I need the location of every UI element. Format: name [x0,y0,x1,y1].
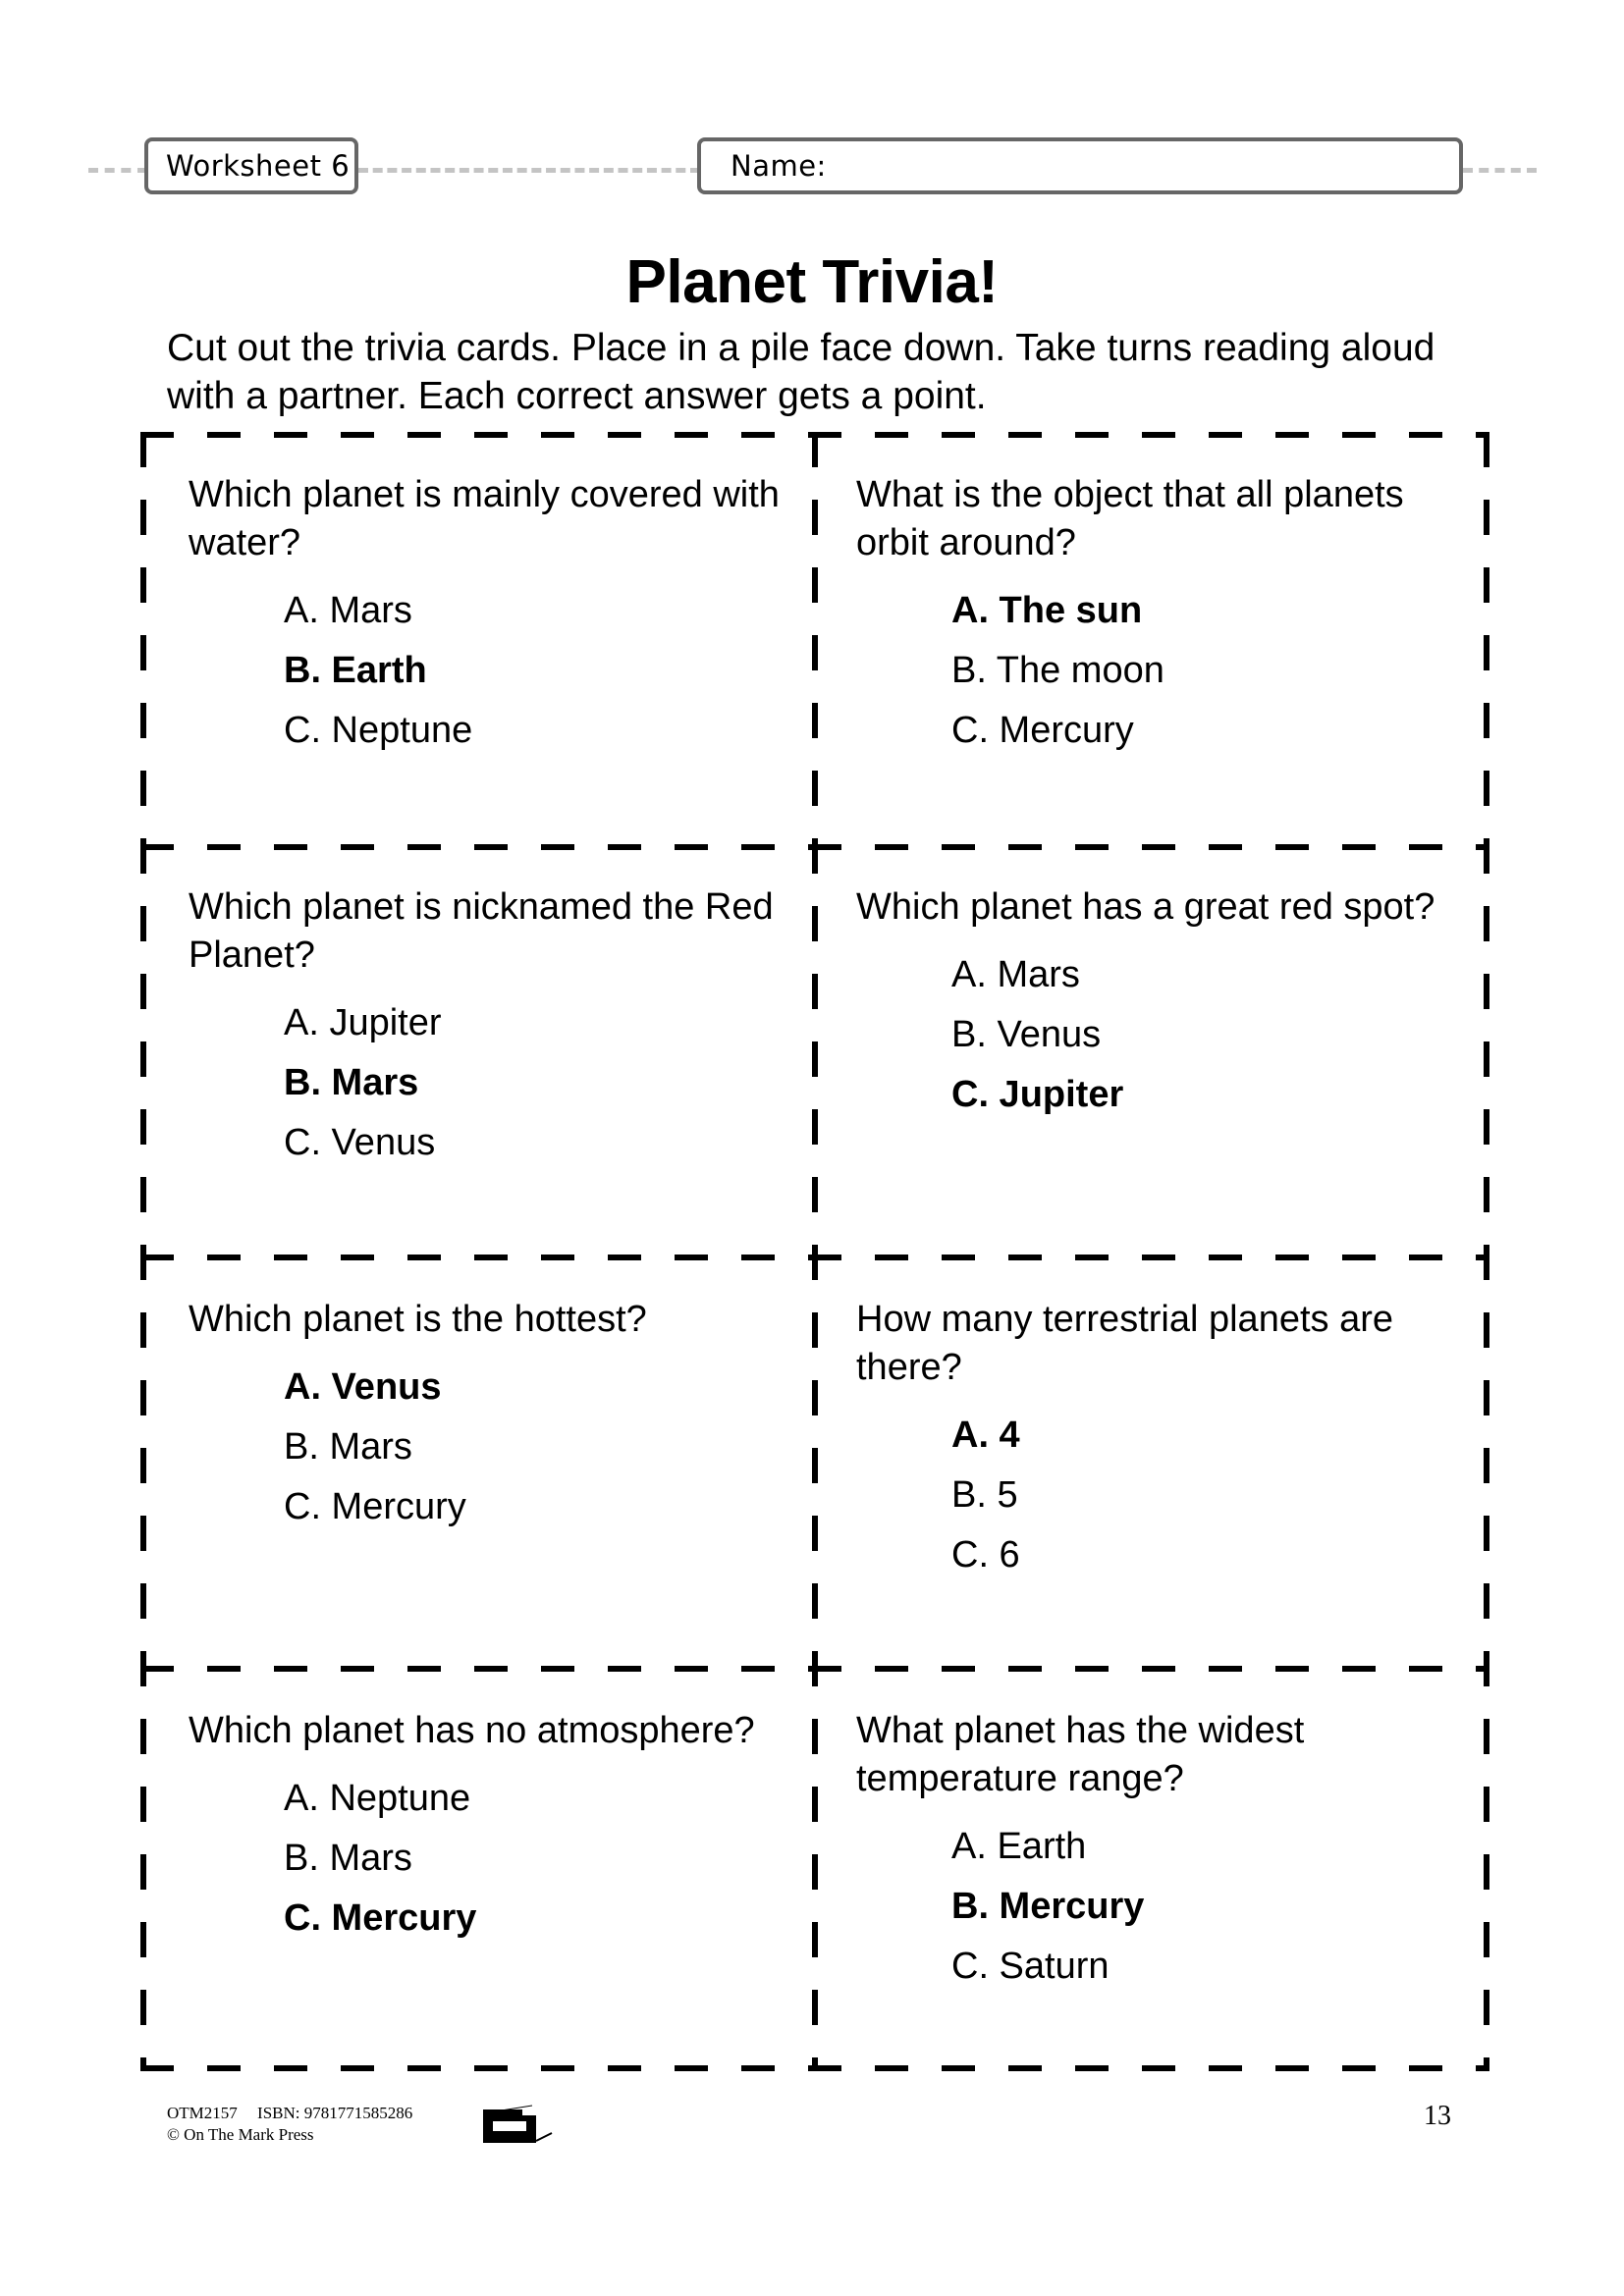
cut-line-middle [812,432,818,2071]
option-a: A. Earth [951,1826,1087,1867]
isbn: ISBN: 9781771585286 [257,2104,413,2122]
option-c-correct: C. Jupiter [951,1074,1124,1115]
option-a-correct: A. Venus [284,1366,442,1408]
card-question: Which planet has a great red spot? [856,886,1435,928]
publisher-logo-icon [481,2104,560,2145]
card-options [951,581,1465,761]
option-c: C. Mercury [284,1486,466,1527]
option-b: B. 5 [951,1474,1018,1516]
worksheet-label-box [144,137,358,194]
option-a: A. Jupiter [284,1002,442,1043]
trivia-card [856,1296,1465,1585]
option-b: B. Mars [284,1838,412,1879]
option-a-correct: A. The sun [951,590,1143,631]
product-code: OTM2157 [167,2104,238,2122]
card-question: Which planet is the hottest? [189,1299,647,1340]
card-question: Which planet is mainly covered with water? [189,474,780,563]
page-number: 13 [1424,2101,1451,2131]
card-question: Which planet is nicknamed the Red Planet? [189,886,774,976]
trivia-card [189,471,797,761]
option-b: B. Mars [284,1426,412,1468]
trivia-card [856,1707,1465,1997]
card-options [951,945,1465,1125]
option-b-correct: B. Mars [284,1062,419,1103]
trivia-card-grid [140,432,1489,2071]
option-c: C. Neptune [284,710,473,751]
card-question: How many terrestrial planets are there? [856,1299,1393,1388]
option-c: C. Venus [284,1122,436,1163]
instructions: Cut out the trivia cards. Place in a pile face down. Take turns reading aloud with a partner. Each correct answer gets a point. [167,327,1435,417]
option-b: B. The moon [951,650,1164,691]
card-question: Which planet has no atmosphere? [189,1710,755,1751]
option-c-correct: C. Mercury [284,1897,477,1939]
option-a: A. Mars [284,590,412,631]
header-dashed-line-left [88,168,147,173]
card-options [951,1406,1465,1585]
option-a: A. Mars [951,954,1080,995]
page-title: Planet Trivia! [625,248,999,316]
trivia-card [189,883,797,1173]
option-c: C. 6 [951,1534,1020,1575]
trivia-card [189,1707,797,1949]
trivia-card [189,1296,797,1537]
card-question: What is the object that all planets orbit around? [856,474,1404,563]
header-dashed-line-middle [358,168,700,173]
cut-line-right [1484,432,1489,2071]
option-b-correct: B. Mercury [951,1886,1145,1927]
option-b: B. Venus [951,1014,1102,1055]
header-dashed-line-right [1463,168,1537,173]
card-options [951,1817,1465,1997]
option-c: C. Saturn [951,1946,1110,1987]
card-options [284,993,797,1173]
worksheet-label: Worksheet 6 [166,149,351,183]
trivia-card [856,883,1465,1125]
card-options [284,581,797,761]
footer-publisher-info [167,2103,412,2146]
card-options [284,1358,797,1537]
cut-line-left [140,432,146,2071]
copyright: © On The Mark Press [167,2125,314,2144]
option-b-correct: B. Earth [284,650,427,691]
name-field[interactable] [697,137,1463,194]
trivia-card [856,471,1465,761]
option-a-correct: A. 4 [951,1415,1020,1456]
card-options [284,1769,797,1949]
name-label: Name: [731,149,827,183]
option-a: A. Neptune [284,1778,471,1819]
card-question: What planet has the widest temperature range? [856,1710,1305,1799]
option-c: C. Mercury [951,710,1134,751]
